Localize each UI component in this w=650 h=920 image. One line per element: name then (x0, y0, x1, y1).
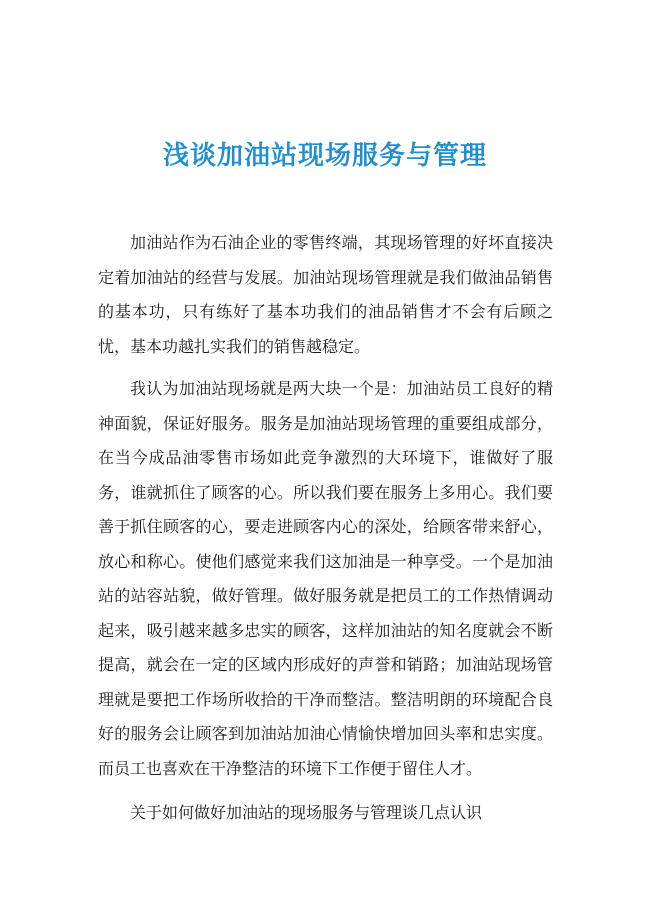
document-title: 浅谈加油站现场服务与管理 (162, 141, 487, 171)
paragraph-service-and-appearance: 我认为加油站现场就是两大块一个是：加油站员工良好的精神面貌，保证好服务。服务是加油站现场管理的重要组成部分，在当今成品油零售市场如此竞争激烈的大环境下，谁做好了服务，谁就抓住了顾客的心。所以我们要在服务上多用心。我们要善于抓住顾客的心，要走进顾客内心的深处，给顾客带来舒心，放心和称心。使他们感觉来我们这加油是一种享受。一个是加油站的站容站貌，做好管理。做好服务就是把员工的工作热情调动起来，吸引越来越多忠实的顾客，这样加油站的知名度就会不断提高，就会在一定的区域内形成好的声誉和销路；加油站现场管理就是要把工作场所收拾的干净而整洁。整洁明朗的环境配合良好的服务会让顾客到加油站加油心情愉快增加回头率和忠实度。而员工也喜欢在干净整洁的环境下工作便于留住人才。 (98, 379, 553, 778)
paragraph-section-lead: 关于如何做好加油站的现场服务与管理谈几点认识 (130, 803, 483, 822)
paragraph-intro: 加油站作为石油企业的零售终端，其现场管理的好坏直接决定着加油站的经营与发展。加油站现场管理就是我们做油品销售的基本功，只有练好了基本功我们的油品销售才不会有后顾之忧，基本功越扎实我们的销售越稳定。 (98, 233, 553, 356)
